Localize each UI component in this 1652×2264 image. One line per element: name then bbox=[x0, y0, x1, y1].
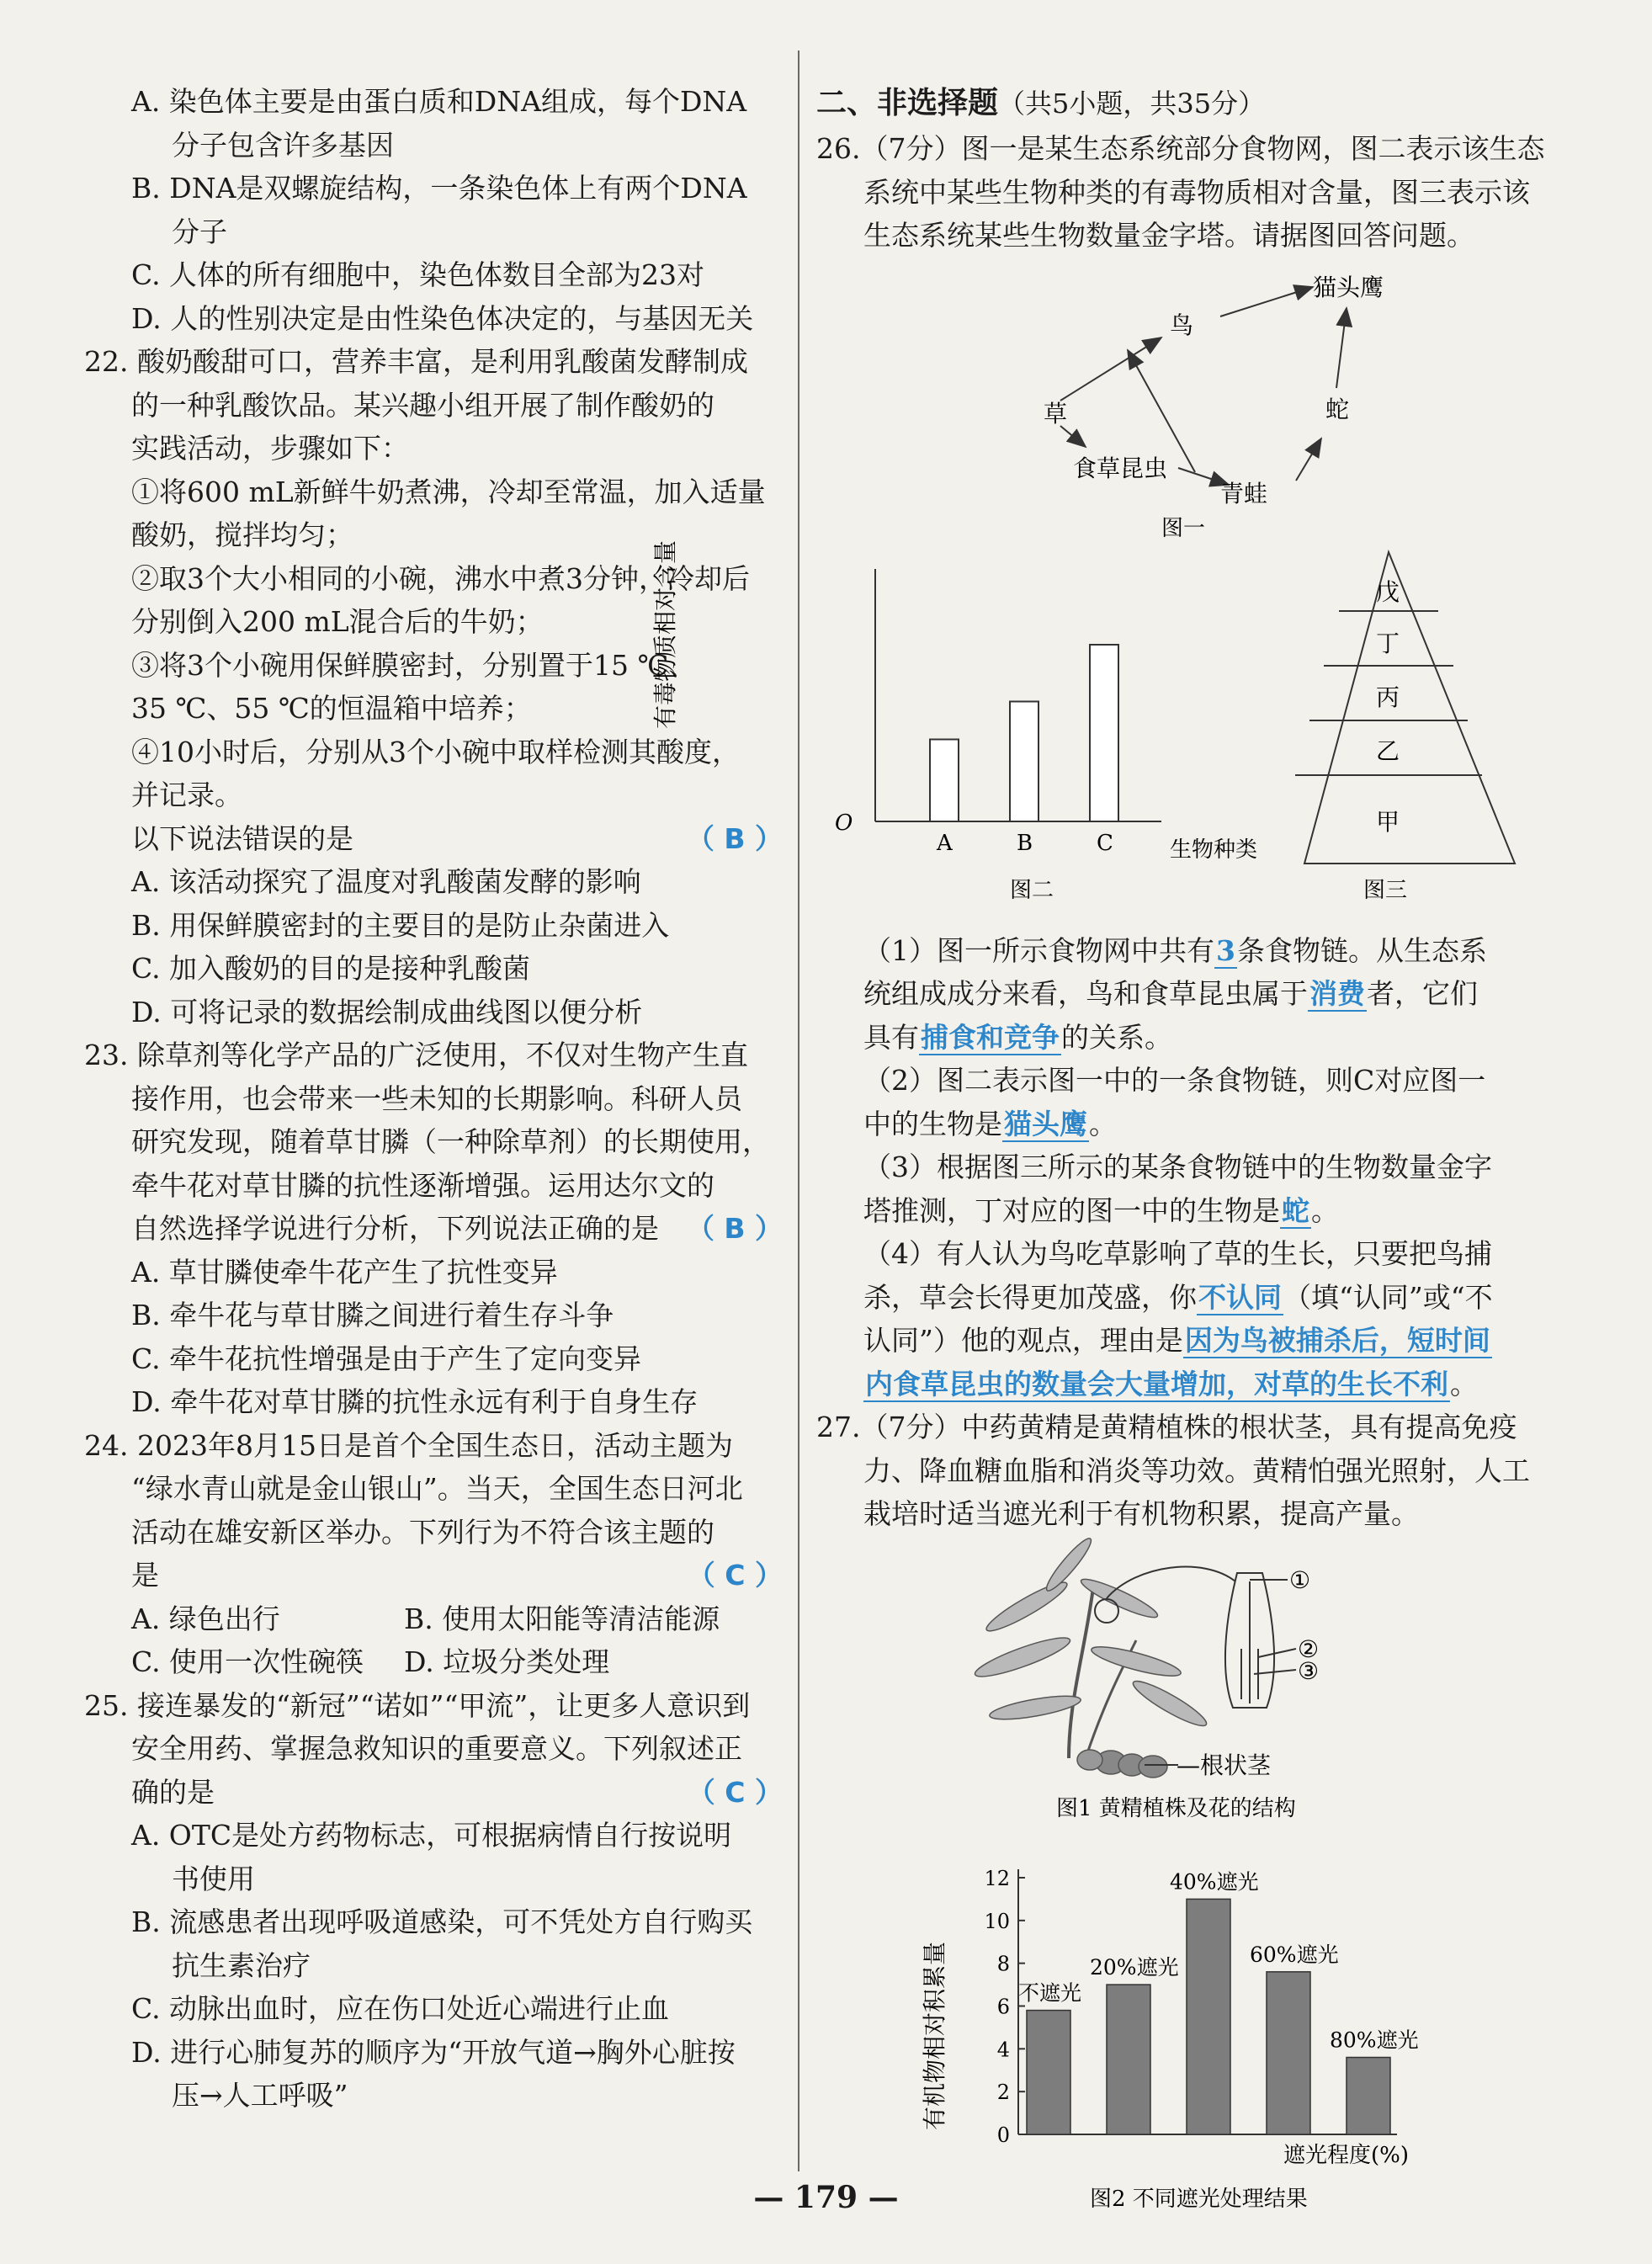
q23-option-b: B. 牵牛花与草甘膦之间进行着生存斗争 bbox=[131, 1299, 614, 1331]
q23-option-d: D. 牵牛花对草甘膦的抗性永远有利于自身生存 bbox=[131, 1385, 699, 1418]
q22-stem: 22. 酸奶酸甜可口，营养丰富，是利用乳酸菌发酵制成 bbox=[84, 345, 748, 378]
right-column bbox=[651, 80, 1574, 2223]
pyramid-layer: 戊 bbox=[1376, 577, 1400, 606]
food-web-owl: 猫头鹰 bbox=[1313, 273, 1384, 301]
q24-option-c: C. 使用一次性碗筷 bbox=[131, 1645, 364, 1678]
q21-option-a-cont: 分子包含许多基因 bbox=[172, 128, 394, 162]
q22-step: 酸奶，搅拌均匀； bbox=[131, 518, 353, 551]
q27-stem: 力、降血糖血脂和消炎等功效。黄精怕强光照射，人工 bbox=[863, 1454, 1530, 1487]
q27-stem: 27.（7分）中药黄精是黄精植株的根状茎，具有提高免疫 bbox=[816, 1411, 1517, 1443]
q22-option-d: D. 可将记录的数据绘制成曲线图以便分析 bbox=[131, 995, 643, 1028]
section-heading: 二、非选择题（共5小题，共35分） bbox=[816, 86, 1266, 120]
q26-part4: 认同”）他的观点，理由是因为鸟被捕杀后，短时间 bbox=[863, 1324, 1490, 1357]
q26-blank-role: 消费 bbox=[1309, 977, 1365, 1010]
q22-step: 分别倒入200 mL混合后的牛奶； bbox=[131, 605, 544, 638]
q21-option-a: A. 染色体主要是由蛋白质和DNA组成，每个DNA bbox=[131, 85, 747, 118]
flower-marker-1: ① bbox=[1289, 1565, 1311, 1594]
q24-option-a: A. 绿色出行 bbox=[131, 1602, 280, 1635]
q26-part1: （1）图一所示食物网中共有3条食物链。从生态系 bbox=[863, 933, 1487, 967]
q24-options-row1 bbox=[84, 1597, 783, 1641]
q22-option-b: B. 用保鲜膜密封的主要目的是防止杂菌进入 bbox=[131, 908, 670, 942]
q25-option-d: D. 进行心肺复苏的顺序为“开放气道→胸外心脏按 bbox=[131, 2035, 736, 2069]
q22-stem: 实践活动，步骤如下： bbox=[131, 432, 409, 465]
chart2-bar-label: 80%遮光 bbox=[1330, 2028, 1419, 2052]
question-25 bbox=[84, 1684, 783, 2118]
q24-stem: “绿水青山就是金山银山”。当天，全国生态日河北 bbox=[131, 1472, 743, 1505]
q26-part1: 统组成成分来看，鸟和食草昆虫属于消费者，它们 bbox=[863, 977, 1478, 1010]
q24-options-row2 bbox=[84, 1640, 783, 1684]
q26-blank-opinion: 不认同 bbox=[1198, 1280, 1282, 1314]
q23-stem: 23. 除草剂等化学产品的广泛使用，不仅对生物产生直 bbox=[84, 1039, 748, 1071]
chart2-y-tick-label: 12 bbox=[984, 1866, 1010, 1890]
chart2-caption: 图2 不同遮光处理结果 bbox=[1090, 2186, 1308, 2212]
q22-answer: （ B ） bbox=[686, 821, 783, 855]
q21-option-d: D. 人的性别决定是由性染色体决定的，与基因无关 bbox=[131, 301, 754, 335]
chart1-caption: 图二 bbox=[1010, 877, 1054, 903]
flower-marker-3: ③ bbox=[1298, 1656, 1320, 1685]
chart2-xlabel: 遮光程度(%) bbox=[1283, 2142, 1409, 2168]
q24-stem: 是 （ C ） bbox=[84, 1554, 783, 1597]
chart2-y-tick-label: 6 bbox=[996, 1995, 1010, 2018]
q22-question: 以下说法错误的是 （ B ） bbox=[84, 817, 783, 861]
q23-stem: 接作用，也会带来一些未知的长期影响。科研人员 bbox=[131, 1082, 742, 1115]
fig1-plant-caption: 图1 黄精植株及花的结构 bbox=[1056, 1795, 1296, 1821]
q25-stem: 确的是 （ C ） bbox=[84, 1771, 783, 1815]
q23-option-c: C. 牵牛花抗性增强是由于产生了定向变异 bbox=[131, 1342, 642, 1375]
fig3-caption: 图三 bbox=[1363, 877, 1408, 903]
q26-part2: （2）图二表示图一中的一条食物链，则C对应图一 bbox=[863, 1064, 1486, 1097]
q26-stem: 26.（7分）图一是某生态系统部分食物网，图二表示该生态 bbox=[816, 132, 1545, 165]
pyramid-layer: 丙 bbox=[1376, 683, 1400, 711]
page-number: — 179 — bbox=[753, 2180, 899, 2215]
q24-stem: 活动在雄安新区举办。下列行为不符合该主题的 bbox=[131, 1515, 714, 1549]
q26-blank-ding: 蛇 bbox=[1282, 1193, 1309, 1227]
q25-option-a-cont: 书使用 bbox=[172, 1862, 255, 1895]
column-divider bbox=[798, 50, 799, 2171]
chart2-bar-label: 20%遮光 bbox=[1090, 1954, 1179, 1980]
chart2-bar bbox=[1027, 2010, 1070, 2134]
q25-stem: 25. 接连暴发的“新冠”“诺如”“甲流”，让更多人意识到 bbox=[84, 1688, 751, 1722]
chart2-y-tick-label: 8 bbox=[996, 1952, 1010, 1976]
q26-answers bbox=[816, 929, 1574, 1406]
chart2-y-tick-label: 4 bbox=[996, 2037, 1010, 2061]
chart1-bar bbox=[930, 739, 959, 821]
pyramid-layer: 甲 bbox=[1376, 807, 1400, 836]
q26-part3: （3）根据图三所示的某条食物链中的生物数量金字 bbox=[863, 1151, 1492, 1183]
chart1-origin: O bbox=[835, 810, 853, 836]
q27-stem: 栽培时适当遮光利于有机物积累，提高产量。 bbox=[863, 1497, 1419, 1530]
q22-option-a: A. 该活动探究了温度对乳酸菌发酵的影响 bbox=[131, 865, 641, 898]
chart2-bar-label: 40%遮光 bbox=[1170, 1868, 1259, 1894]
flower-marker-2: ② bbox=[1298, 1634, 1320, 1663]
q25-option-b-cont: 抗生素治疗 bbox=[172, 1948, 311, 1982]
q26-stem: 生态系统某些生物数量金字塔。请据图回答问题。 bbox=[863, 219, 1474, 252]
pyramid-layer: 乙 bbox=[1376, 736, 1400, 765]
q22-stem: 的一种乳酸饮品。某兴趣小组开展了制作酸奶的 bbox=[131, 388, 714, 422]
q21-options bbox=[84, 80, 783, 340]
q26-blank-relation: 捕食和竞争 bbox=[921, 1020, 1060, 1054]
q24-option-d: D. 垃圾分类处理 bbox=[404, 1645, 610, 1678]
chart2-bar-label: 60%遮光 bbox=[1250, 1942, 1339, 1967]
q26-part4: 杀，草会长得更加茂盛，你不认同（填“认同”或“不 bbox=[863, 1280, 1493, 1314]
left-column bbox=[84, 80, 783, 2118]
q25-stem: 安全用药、掌握急救知识的重要意义。下列叙述正 bbox=[131, 1732, 742, 1765]
q23-answer: （ B ） bbox=[686, 1212, 783, 1245]
chart2-y-tick-label: 10 bbox=[984, 1909, 1010, 1933]
chart2-bar-label: 不遮光 bbox=[1018, 1980, 1082, 2006]
q22-step: ③将3个小碗用保鲜膜密封，分别置于15 ℃、 bbox=[131, 648, 697, 682]
chart1-bar bbox=[1010, 701, 1038, 821]
q21-option-c: C. 人体的所有细胞中，染色体数目全部为23对 bbox=[131, 258, 705, 291]
q21-option-b: B. DNA是双螺旋结构，一条染色体上有两个DNA bbox=[131, 172, 747, 205]
q26-blank-chains: 3 bbox=[1216, 933, 1235, 967]
q26-blank-reason-cont: 内食草昆虫的数量会大量增加，对草的生长不利 bbox=[865, 1367, 1448, 1400]
q25-option-b: B. 流感患者出现呼吸道感染，可不凭处方自行购买 bbox=[131, 1905, 753, 1938]
q22-step: 35 ℃、55 ℃的恒温箱中培养； bbox=[131, 692, 532, 725]
q26-part4: （4）有人认为鸟吃草影响了草的生长，只要把鸟捕 bbox=[863, 1237, 1492, 1270]
food-web-insect: 食草昆虫 bbox=[1073, 454, 1168, 482]
q26-blank-c: 猫头鹰 bbox=[1004, 1107, 1087, 1140]
q22-step: 并记录。 bbox=[131, 779, 242, 811]
food-web-frog: 青蛙 bbox=[1220, 479, 1268, 508]
q26-part1: 具有捕食和竞争的关系。 bbox=[863, 1020, 1172, 1054]
chart1-xlabel: 生物种类 bbox=[1170, 837, 1258, 863]
rhizome-label: —根状茎 bbox=[1177, 1751, 1272, 1779]
fig1-caption: 图一 bbox=[1161, 515, 1206, 541]
chart2-bar bbox=[1107, 1985, 1150, 2134]
food-web-diagram bbox=[816, 258, 1574, 544]
question-27 bbox=[816, 1406, 1574, 1536]
chart2-bar bbox=[1347, 2057, 1390, 2134]
q26-part4: 内食草昆虫的数量会大量增加，对草的生长不利。 bbox=[865, 1367, 1478, 1400]
question-24 bbox=[84, 1424, 783, 1684]
chart2-bar bbox=[1187, 1899, 1230, 2134]
q22-step: ①将600 mL新鲜牛奶煮沸，冷却至常温，加入适量 bbox=[131, 475, 766, 508]
food-web-bird: 鸟 bbox=[1170, 311, 1194, 339]
q25-option-d-cont: 压→人工呼吸” bbox=[172, 2079, 348, 2112]
q24-answer: （ C ） bbox=[687, 1559, 783, 1592]
q24-stem: 24. 2023年8月15日是首个全国生态日，活动主题为 bbox=[84, 1428, 733, 1462]
q25-option-c: C. 动脉出血时，应在伤口处近心端进行止血 bbox=[131, 1992, 670, 2025]
q26-stem: 系统中某些生物种类的有毒物质相对含量，图三表示该 bbox=[863, 175, 1530, 209]
chart1-ylabel: 有毒物质相对含量 bbox=[651, 539, 679, 729]
q25-answer: （ C ） bbox=[687, 1775, 783, 1809]
plant-drawing bbox=[972, 1534, 1210, 1778]
q23-option-a: A. 草甘膦使牵牛花产生了抗性变异 bbox=[131, 1255, 558, 1289]
q25-option-a: A. OTC是处方药物标志，可根据病情自行按说明 bbox=[131, 1819, 732, 1852]
q22-step: ④10小时后，分别从3个小碗中取样检测其酸度， bbox=[131, 735, 740, 768]
q26-part3: 塔推测，丁对应的图一中的生物是蛇。 bbox=[863, 1193, 1339, 1227]
q23-stem: 自然选择学说进行分析，下列说法正确的是 （ B ） bbox=[84, 1207, 783, 1251]
q23-stem: 牵牛花对草甘膦的抗性逐渐增强。运用达尔文的 bbox=[131, 1168, 714, 1202]
chart1-tick-label: A bbox=[937, 830, 953, 856]
number-pyramid bbox=[1281, 552, 1515, 903]
q21-option-b-cont: 分子 bbox=[172, 215, 227, 248]
chart2-y-tick-label: 0 bbox=[996, 2123, 1010, 2147]
chart1-tick-label: C bbox=[1097, 830, 1113, 856]
chart1-tick-label: B bbox=[1017, 830, 1033, 856]
pyramid-layer: 丁 bbox=[1376, 629, 1400, 657]
chart1-bar bbox=[1090, 645, 1118, 821]
q23-stem: 研究发现，随着草甘膦（一种除草剂）的长期使用， bbox=[131, 1125, 770, 1158]
q24-option-b: B. 使用太阳能等清洁能源 bbox=[404, 1602, 720, 1635]
food-web-grass: 草 bbox=[1044, 399, 1068, 428]
chart2-bar bbox=[1267, 1971, 1310, 2134]
q22-step: ②取3个大小相同的小碗，沸水中煮3分钟，冷却后 bbox=[131, 561, 750, 595]
plant-illustration bbox=[816, 1548, 1574, 1826]
q26-blank-reason: 因为鸟被捕杀后，短时间 bbox=[1184, 1324, 1490, 1357]
toxin-bar-chart bbox=[651, 539, 1574, 922]
chart2-ylabel: 有机物相对积累量 bbox=[921, 1941, 948, 2130]
question-23 bbox=[84, 1034, 783, 1424]
q22-option-c: C. 加入酸奶的目的是接种乳酸菌 bbox=[131, 952, 531, 985]
food-web-snake: 蛇 bbox=[1325, 395, 1350, 423]
q26-part2: 中的生物是猫头鹰。 bbox=[863, 1107, 1117, 1140]
shading-bar-chart bbox=[816, 1836, 1574, 2223]
chart2-y-tick-label: 2 bbox=[996, 2080, 1010, 2104]
